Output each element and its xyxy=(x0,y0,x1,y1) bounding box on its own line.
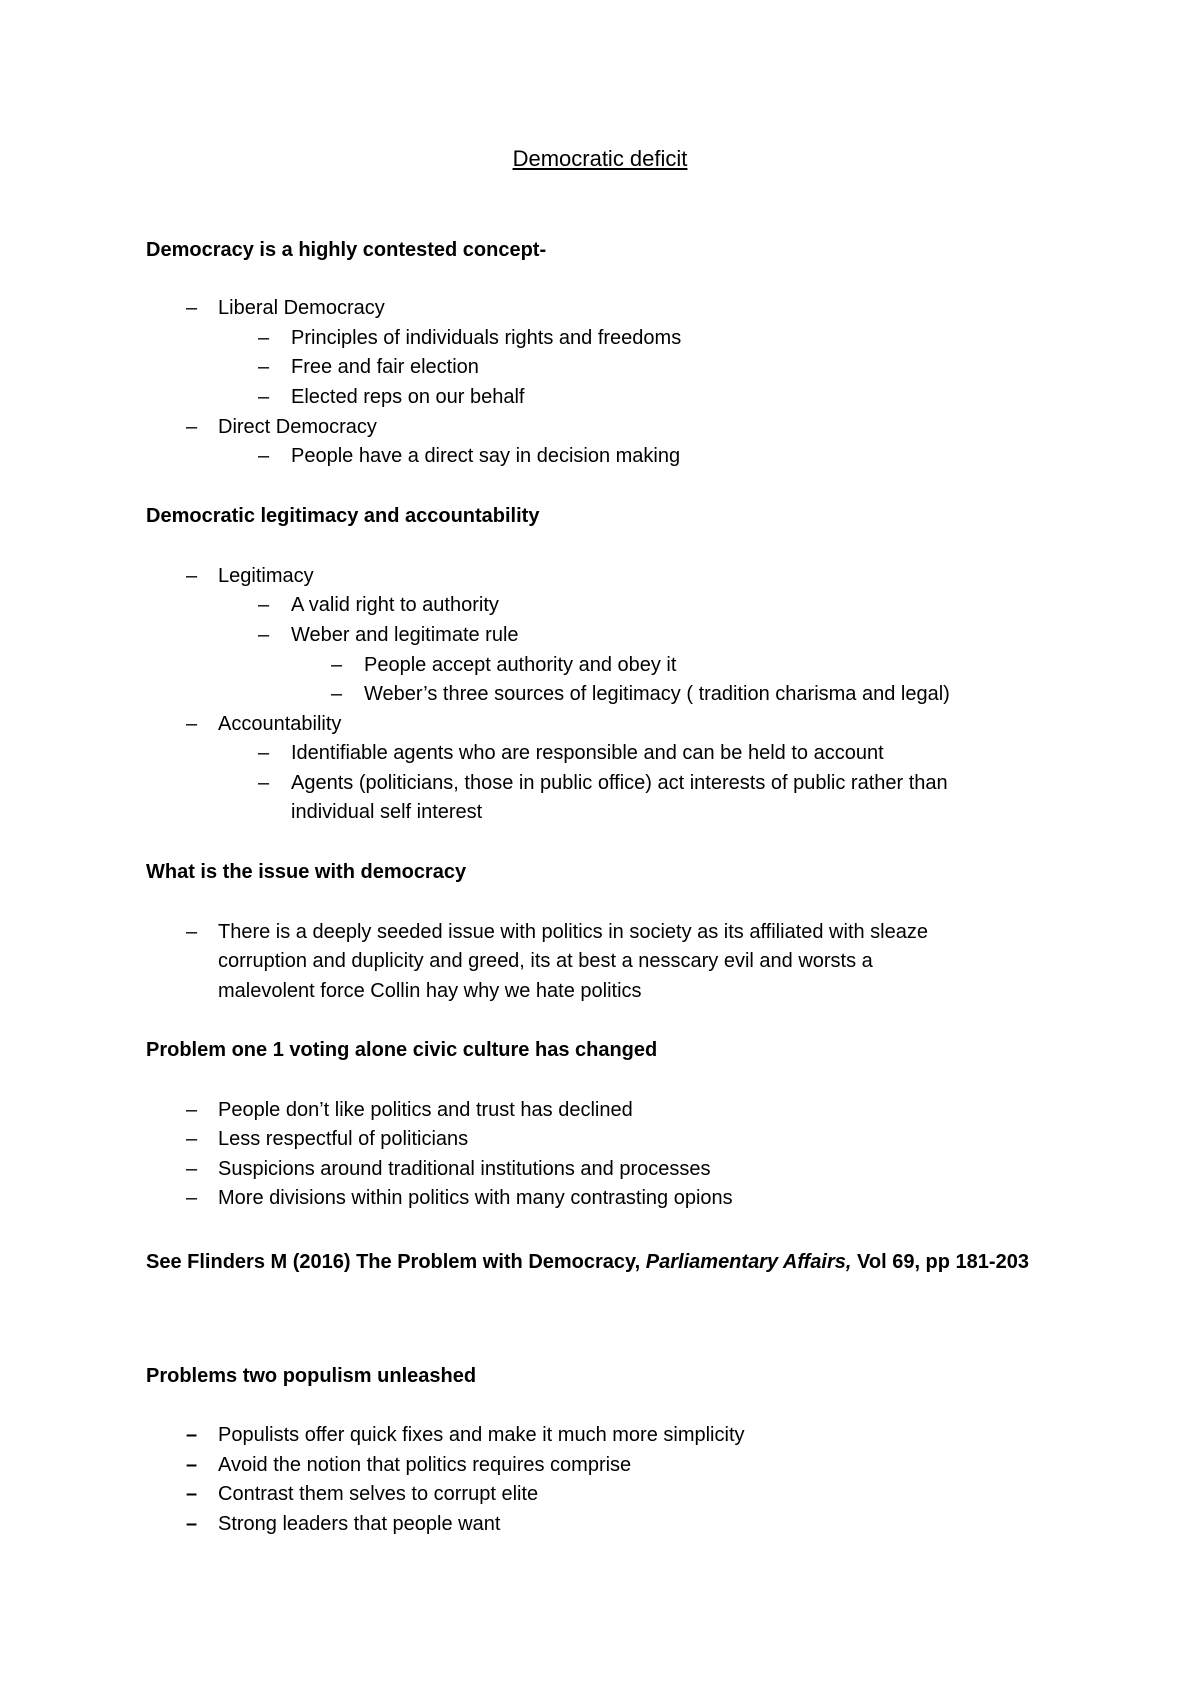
list-item-continuation: corruption and duplicity and greed, its at best a nesscary evil and worsts a xyxy=(218,950,873,972)
list-item: Strong leaders that people want xyxy=(218,1513,501,1535)
list-item: Free and fair election xyxy=(291,356,479,378)
list-dash: – xyxy=(258,742,270,764)
section-heading-problem-one: Problem one 1 voting alone civic culture has changed xyxy=(146,1039,658,1061)
list-dash: – xyxy=(186,921,198,943)
list-item: Liberal Democracy xyxy=(218,297,385,319)
list-dash: – xyxy=(186,297,198,319)
list-item: Less respectful of politicians xyxy=(218,1128,469,1150)
list-item: Principles of individuals rights and freedoms xyxy=(291,327,682,349)
list-dash: – xyxy=(186,1483,198,1505)
section-heading-issue-with-democracy: What is the issue with democracy xyxy=(146,861,467,883)
list-item-continuation: individual self interest xyxy=(291,801,483,823)
list-dash: – xyxy=(258,772,270,794)
list-item: Agents (politicians, those in public office) act interests of public rather than xyxy=(291,772,948,794)
document-title: Democratic deficit xyxy=(512,146,688,171)
list-dash: – xyxy=(186,1099,198,1121)
reference-suffix: Vol 69, pp 181-203 xyxy=(851,1251,1029,1273)
list-item: Contrast them selves to corrupt elite xyxy=(218,1483,539,1505)
list-item: Weber and legitimate rule xyxy=(291,624,519,646)
list-item: Populists offer quick fixes and make it much more simplicity xyxy=(218,1424,745,1446)
list-item: People accept authority and obey it xyxy=(364,654,677,676)
list-item-continuation: malevolent force Collin hay why we hate politics xyxy=(218,980,642,1002)
list-item: Suspicions around traditional institutions and processes xyxy=(218,1158,711,1180)
list-item: People don’t like politics and trust has declined xyxy=(218,1099,633,1121)
list-item: More divisions within politics with many contrasting opions xyxy=(218,1187,733,1209)
list-item: Accountability xyxy=(218,713,342,735)
list-item: Direct Democracy xyxy=(218,416,377,438)
list-item: People have a direct say in decision making xyxy=(291,445,681,467)
list-item: Identifiable agents who are responsible and can be held to account xyxy=(291,742,884,764)
reference-prefix: See Flinders M (2016) The Problem with Democracy, xyxy=(146,1251,646,1273)
list-dash: – xyxy=(258,445,270,467)
list-dash: – xyxy=(331,683,343,705)
section-heading-problem-two: Problems two populism unleashed xyxy=(146,1365,477,1387)
list-dash: – xyxy=(331,654,343,676)
list-dash: – xyxy=(258,327,270,349)
reference-journal: Parliamentary Affairs, xyxy=(645,1251,852,1273)
list-dash: – xyxy=(186,1158,198,1180)
list-item: Avoid the notion that politics requires comprise xyxy=(218,1454,632,1476)
list-dash: – xyxy=(186,1513,198,1535)
list-dash: – xyxy=(258,624,270,646)
list-item: There is a deeply seeded issue with politics in society as its affiliated with sleaze xyxy=(218,921,928,943)
list-dash: – xyxy=(186,1424,198,1446)
list-dash: – xyxy=(186,713,198,735)
list-item: Elected reps on our behalf xyxy=(291,386,525,408)
list-dash: – xyxy=(186,1454,198,1476)
list-dash: – xyxy=(186,416,198,438)
list-item: Weber’s three sources of legitimacy ( tradition charisma and legal) xyxy=(364,683,950,705)
list-dash: – xyxy=(186,1128,198,1150)
list-item: Legitimacy xyxy=(218,565,314,587)
reference-citation xyxy=(146,1247,1066,1277)
list-dash: – xyxy=(186,565,198,587)
list-dash: – xyxy=(186,1187,198,1209)
list-dash: – xyxy=(258,356,270,378)
section-heading-contested-concept: Democracy is a highly contested concept- xyxy=(146,239,547,261)
list-item: A valid right to authority xyxy=(291,594,499,616)
section-heading-legitimacy-accountability: Democratic legitimacy and accountability xyxy=(146,505,540,527)
list-dash: – xyxy=(258,386,270,408)
list-dash: – xyxy=(258,594,270,616)
